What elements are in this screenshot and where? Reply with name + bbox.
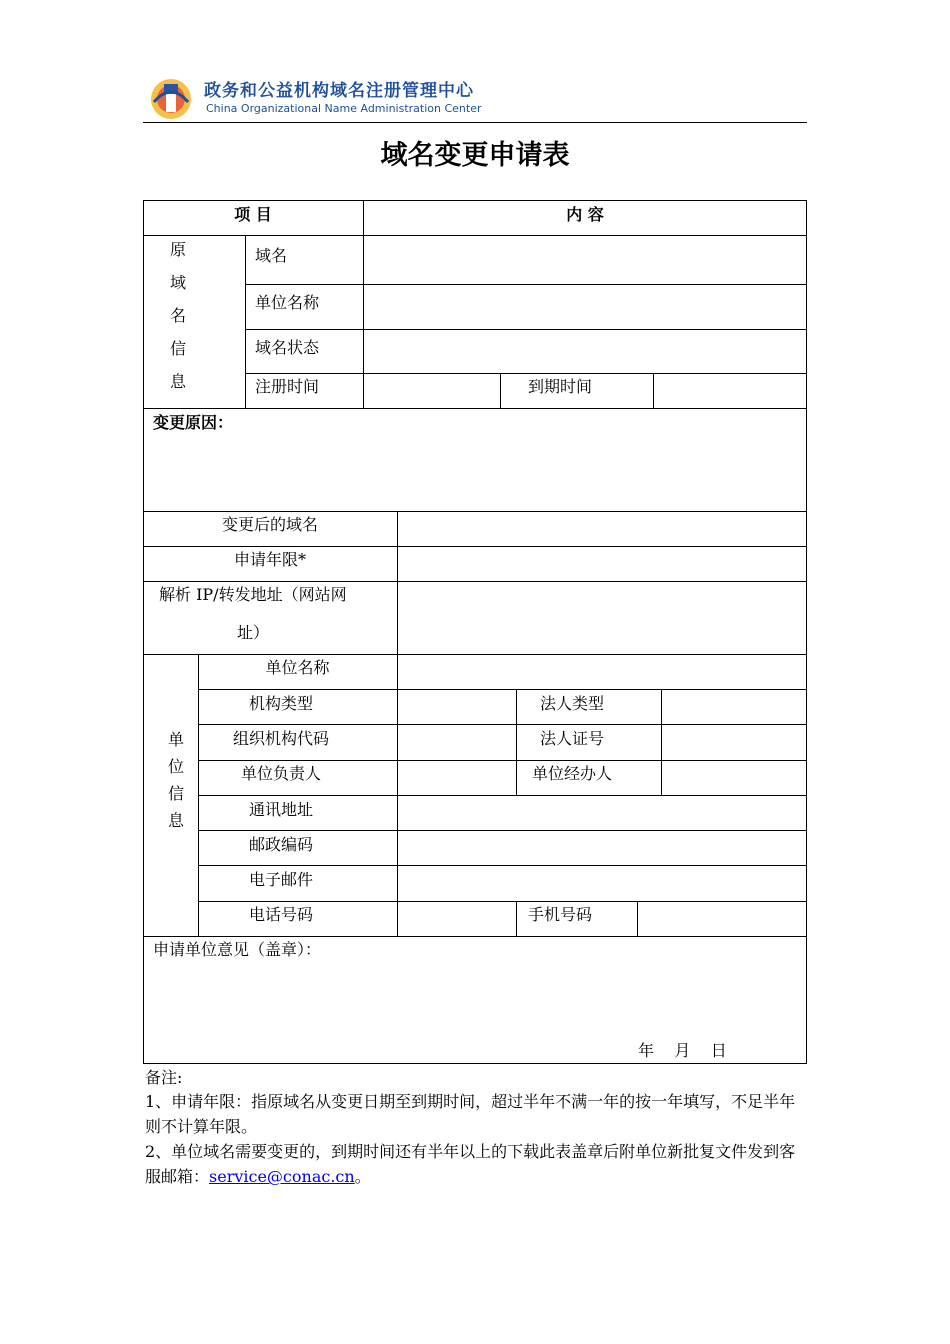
field-new-domain[interactable]	[399, 513, 805, 545]
org-name-en: China Organizational Name Administration Center	[206, 102, 482, 115]
label-org-type: 机构类型	[248, 694, 313, 713]
label-unit-agent: 单位经办人	[531, 764, 612, 783]
label-mobile: 手机号码	[528, 905, 593, 924]
note-2-text: 2、单位域名需要变更的，到期时间还有半年以上的下载此表盖章后附单位新批复文件发到客服邮箱：	[145, 1142, 796, 1186]
field-domain[interactable]	[365, 237, 805, 283]
label-new-domain: 变更后的域名	[221, 515, 318, 534]
label-expire-time: 到期时间	[528, 377, 593, 396]
note-2	[145, 1139, 809, 1189]
service-email-link[interactable]: service@conac.cn	[209, 1167, 355, 1186]
field-mobile[interactable]	[639, 903, 805, 935]
label-unit-head: 单位负责人	[240, 764, 321, 783]
label-domain: 域名	[255, 246, 288, 265]
note-2-end: 。	[354, 1167, 371, 1186]
field-org-code[interactable]	[399, 726, 515, 759]
label-org-code: 组织机构代码	[232, 729, 329, 748]
field-unit-name[interactable]	[365, 286, 805, 328]
label-domain-status: 域名状态	[255, 338, 320, 357]
label-resolve-ip: 解析 IP/转发地址（网站网	[159, 585, 347, 604]
field-domain-status[interactable]	[365, 331, 805, 372]
label-legal-type: 法人类型	[539, 694, 604, 713]
label-change-reason: 变更原因：	[153, 413, 234, 432]
label-address: 通讯地址	[248, 800, 313, 819]
field-expire-time[interactable]	[655, 375, 805, 408]
note-1: 1、申请年限：指原域名从变更日期至到期时间，超过半年不满一年的按一年填写，不足半年则不计算年限。	[145, 1092, 796, 1136]
logo-emblem-icon	[146, 72, 196, 122]
label-apply-years: 申请年限*	[233, 550, 306, 569]
field-unit-head[interactable]	[399, 762, 515, 794]
label-postcode: 邮政编码	[248, 835, 313, 854]
date-line: 年 月 日	[638, 1041, 727, 1060]
label-legal-cert: 法人证号	[539, 729, 604, 748]
logo	[146, 72, 196, 122]
label-phone: 电话号码	[248, 905, 313, 924]
field-resolve-ip[interactable]	[399, 583, 805, 653]
field-email[interactable]	[399, 867, 805, 900]
field-unit-name-2[interactable]	[399, 656, 805, 688]
field-legal-cert[interactable]	[663, 726, 805, 759]
field-change-reason[interactable]	[145, 435, 805, 510]
header-divider	[143, 122, 807, 123]
field-postcode[interactable]	[399, 832, 805, 864]
notes-label: 备注:	[145, 1068, 183, 1087]
label-resolve-ip-cont: 址）	[237, 623, 270, 642]
field-address[interactable]	[399, 797, 805, 829]
label-reg-time: 注册时间	[255, 377, 320, 396]
label-email: 电子邮件	[248, 870, 313, 889]
field-org-type[interactable]	[399, 691, 515, 723]
field-reg-time[interactable]	[365, 375, 499, 408]
field-applicant-opinion[interactable]	[145, 962, 805, 1038]
field-apply-years[interactable]	[399, 548, 805, 580]
field-phone[interactable]	[399, 903, 515, 935]
column-header-item: 项 目	[234, 205, 272, 224]
label-unit-name: 单位名称	[255, 293, 320, 312]
field-legal-type[interactable]	[663, 691, 805, 723]
page-title: 域名变更申请表	[380, 140, 570, 171]
column-header-content: 内 容	[566, 205, 604, 224]
field-unit-agent[interactable]	[663, 762, 805, 794]
label-applicant-opinion: 申请单位意见（盖章）：	[153, 940, 322, 959]
label-unit-name-2: 单位名称	[265, 658, 330, 677]
org-name-cn: 政务和公益机构域名注册管理中心	[204, 81, 474, 101]
